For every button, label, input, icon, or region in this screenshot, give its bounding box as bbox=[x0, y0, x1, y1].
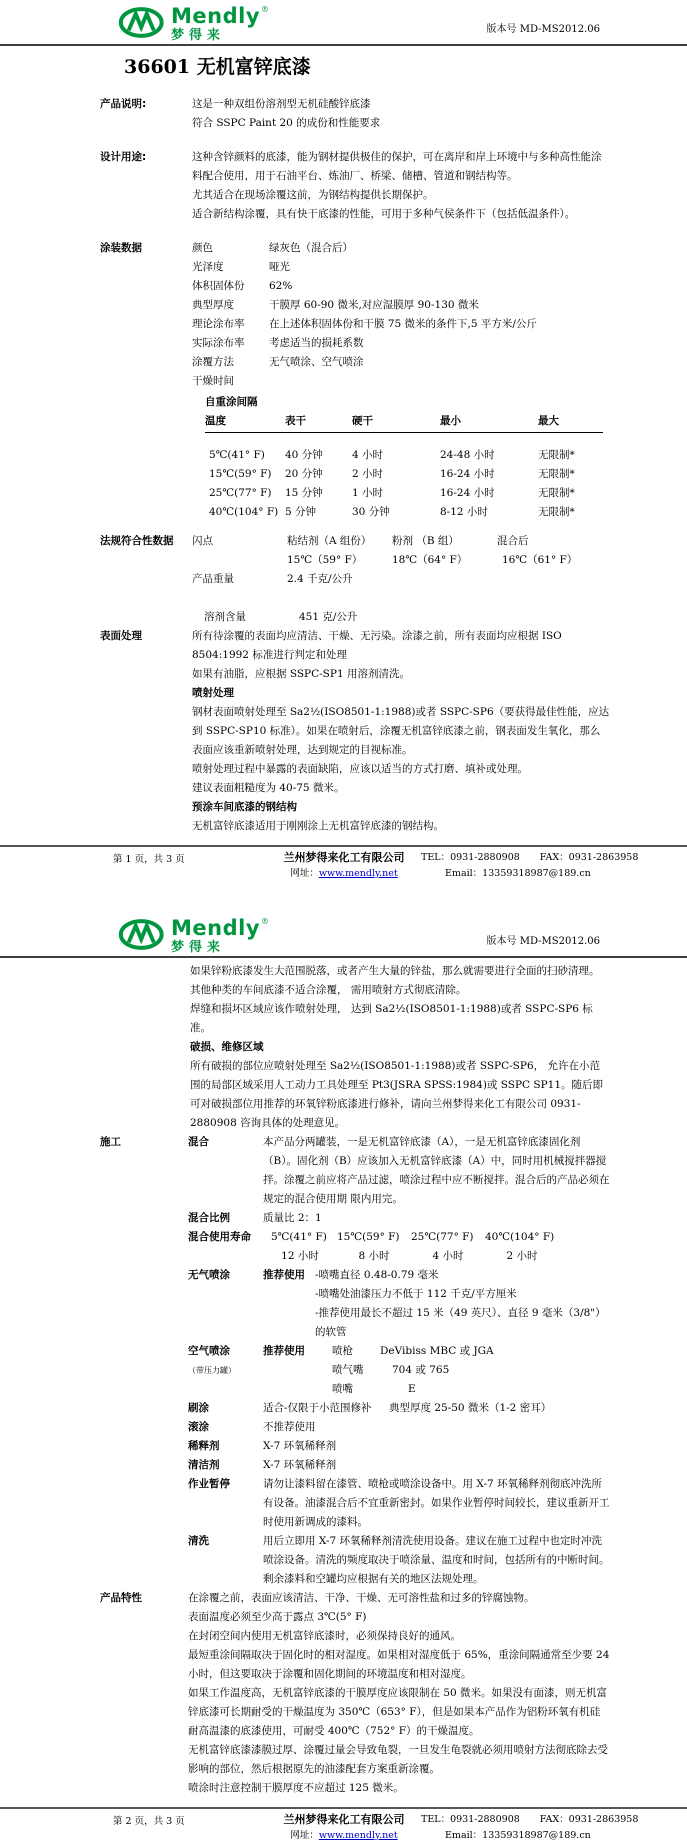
product-desc-line: 符合 SSPC Paint 20 的成份和性能要求 bbox=[192, 116, 381, 129]
gun-key: 喷嘴 bbox=[332, 1382, 353, 1395]
surface-prep-text: 钢材表面喷射处理至 Sa2½(ISO8501-1:1988)或者 SSPC-SP6（要获得最佳性能，应达到 SSPC-SP10 标准）。如果在喷射后，涂覆无机富锌底漆之前，钢表面发生氧化，那么表面应该重新喷射处理，达到规定的目视标准。 bbox=[192, 705, 610, 756]
page-2 bbox=[0, 912, 687, 1844]
header-rule bbox=[0, 44, 687, 46]
surface-prep-text: 建议表面粗糙度为 40-75 微米。 bbox=[192, 781, 345, 794]
cell: 2 小时 bbox=[352, 467, 384, 480]
feature-text: 如果工作温度高，无机富锌底漆的干膜厚度应该限制在 50 微米。如果没有面漆，则无机富锌底漆可长期耐受的干燥温度为 350℃（653° F），但是如果本产品作为铝粉环氧有机硅耐高温漆的底漆使用，可耐受 400℃（752° F）的干燥温度。 bbox=[188, 1686, 608, 1737]
pot-temp: 25℃(77° F) bbox=[411, 1230, 474, 1243]
section-coating-data bbox=[100, 239, 687, 391]
blast-prep-subhead: 喷射处理 bbox=[192, 686, 234, 699]
cell: 40 分钟 bbox=[285, 448, 323, 461]
gun-value: E bbox=[408, 1382, 416, 1395]
surface-prep-continued bbox=[190, 962, 604, 1133]
product-weight-row bbox=[192, 570, 652, 589]
flash-col: 粘结剂（A 组份） bbox=[287, 534, 372, 547]
mix-ratio-row bbox=[188, 1209, 610, 1228]
coating-value: 干膜厚 60-90 微米,对应湿膜厚 90-130 微米 bbox=[269, 298, 479, 311]
surface-prep-text: 所有破损的部位应喷射处理至 Sa2½(ISO8501-1:1988)或者 SSPC-SP6， 允许在小范围的局部区域采用人工动力工具处理至 Pt3(JSRA SPSS:1984)或 SSPC SP11。随后即可对破损部位用推荐的环氧锌粉底漆进行修补，请向兰州梦得来化工有限公司 0931-2880908 咨询具体的处理意见。 bbox=[190, 1059, 604, 1129]
coating-key: 颜色 bbox=[192, 241, 213, 254]
website-row bbox=[281, 866, 407, 882]
gun-row bbox=[332, 1361, 610, 1380]
thinner-value: X-7 环氧稀释剂 bbox=[263, 1439, 337, 1452]
mixing-row bbox=[188, 1133, 610, 1209]
thinner-row bbox=[188, 1437, 610, 1456]
table-row bbox=[205, 446, 603, 465]
company-name: 兰州梦得来化工有限公司 bbox=[283, 850, 405, 864]
coating-key: 典型厚度 bbox=[192, 298, 234, 311]
cell: 无限制* bbox=[538, 467, 575, 480]
pot-time: 12 小时 bbox=[281, 1249, 319, 1262]
feature-text: 无机富锌底漆漆膜过厚、涂覆过量会导致龟裂，一旦发生龟裂就必须用喷射方法彻底除去受影响的部位，然后根据原先的油漆配套方案重新涂覆。 bbox=[188, 1743, 608, 1775]
brand-name-cn: 梦得来 bbox=[171, 939, 226, 955]
website-label: 网址： bbox=[290, 1829, 319, 1841]
feature-text: 表面温度必须至少高于露点 3℃(5° F) bbox=[188, 1610, 367, 1623]
air-spray-row bbox=[188, 1342, 610, 1399]
coating-value: 62% bbox=[269, 279, 293, 292]
surface-prep-text: 如果锌粉底漆发生大范围脱落，或者产生大量的锌盐，那么就需要进行全面的扫砂清理。 bbox=[190, 964, 600, 977]
work-pause-text: 请勿让漆料留在漆管、喷枪或喷涂设备中。用 X-7 环氧稀释剂彻底冲洗所有设备。油漆混合后不宜重新密封。如果作业暂停时间较长，建议重新开工时使用新调成的漆料。 bbox=[263, 1477, 610, 1528]
section-label: 施工 bbox=[100, 1135, 121, 1148]
cleaner-row bbox=[188, 1456, 610, 1475]
version-label: 版本号 MD-MS2012.06 bbox=[486, 935, 600, 947]
section-label: 法规符合性数据 bbox=[100, 534, 174, 547]
brand-name-cn: 梦得来 bbox=[171, 28, 226, 43]
col-header: 最小 bbox=[440, 414, 461, 427]
flash-point-row bbox=[192, 532, 652, 551]
section-label: 涂装数据 bbox=[100, 241, 142, 254]
cleaning-row bbox=[188, 1532, 610, 1589]
section-label: 产品说明: bbox=[100, 97, 147, 110]
section-design-use bbox=[100, 148, 687, 224]
coating-key: 实际涂布率 bbox=[192, 336, 245, 349]
airless-spray-row bbox=[188, 1266, 610, 1342]
cell: 4 小时 bbox=[352, 448, 384, 461]
coating-value: 在上述体积固体份和干膜 75 微米的条件下,5 平方米/公斤 bbox=[269, 317, 537, 330]
airless-item: -喷嘴直径 0.48-0.79 毫米 bbox=[315, 1268, 439, 1281]
solvent-content-row bbox=[192, 608, 652, 627]
solvent-label: 溶剂含量 bbox=[204, 610, 246, 623]
work-pause-label: 作业暂停 bbox=[188, 1477, 230, 1490]
mix-ratio-value: 质量比 2：1 bbox=[263, 1211, 322, 1224]
col-header: 硬干 bbox=[352, 414, 373, 427]
cell: 16-24 小时 bbox=[440, 467, 495, 480]
pressure-pot-note: （带压力罐） bbox=[188, 1365, 236, 1375]
cell: 30 分钟 bbox=[352, 505, 390, 518]
cell: 20 分钟 bbox=[285, 467, 323, 480]
mix-ratio-label: 混合比例 bbox=[188, 1211, 230, 1224]
fax: FAX：0931-2863958 bbox=[539, 851, 639, 863]
coating-row bbox=[192, 315, 610, 334]
section-surface-prep bbox=[100, 627, 687, 836]
page2-footer bbox=[0, 1809, 687, 1844]
pot-time: 8 小时 bbox=[358, 1249, 390, 1262]
feature-text: 喷涂时注意控制干膜厚度不应超过 125 微米。 bbox=[188, 1781, 404, 1794]
cell: 40℃(104° F) bbox=[209, 505, 279, 518]
section-product-description bbox=[100, 95, 687, 133]
website-row bbox=[281, 1828, 407, 1844]
air-spray-label: 空气喷涂 （带压力罐） bbox=[188, 1342, 263, 1399]
gun-value: 704 或 765 bbox=[392, 1363, 450, 1376]
page-title: 36601 无机富锌底漆 bbox=[124, 56, 311, 78]
flash-point-values bbox=[192, 551, 652, 570]
page-number: 第 2 页，共 3 页 bbox=[113, 1815, 185, 1827]
cell: 5℃(41° F) bbox=[209, 448, 265, 461]
coating-row bbox=[192, 239, 610, 258]
coating-row bbox=[192, 296, 610, 315]
coating-value bbox=[269, 372, 610, 391]
product-desc-line: 这是一种双组份溶剂型无机硅酸锌底漆 bbox=[192, 97, 371, 110]
surface-prep-text: 焊缝和损坏区域应该作喷射处理， 达到 Sa2½(ISO8501-1:1988)或者 SSPC-SP6 标准。 bbox=[190, 1002, 593, 1034]
coating-row bbox=[192, 372, 610, 391]
airless-item: -推荐使用最长不超过 15 米（49 英尺）、直径 9 毫米（3/8"）的软管 bbox=[315, 1306, 606, 1338]
gun-value: DeVibiss MBC 或 JGA bbox=[380, 1344, 494, 1357]
brush-thickness: 典型厚度 25-50 微米（1-2 密耳） bbox=[389, 1401, 552, 1414]
coating-row bbox=[192, 277, 610, 296]
flash-col: 混合后 bbox=[497, 534, 529, 547]
registered-mark-icon: ® bbox=[261, 916, 270, 926]
header-rule bbox=[0, 956, 687, 958]
page1-header bbox=[0, 0, 687, 44]
page2-header bbox=[0, 912, 687, 956]
cell: 无限制* bbox=[538, 486, 575, 499]
pot-temp: 40℃(104° F) bbox=[485, 1230, 555, 1243]
flash-value: 16℃（61° F） bbox=[502, 553, 578, 566]
cleaner-label: 清洁剂 bbox=[188, 1458, 220, 1471]
cell: 24-48 小时 bbox=[440, 448, 495, 461]
feature-text: 最短重涂间隔取决于固化时的相对湿度。如果相对湿度低于 65%，重涂间隔通常至少要 24 小时，但这要取决于涂覆和固化期间的环境温度和相对湿度。 bbox=[188, 1648, 610, 1680]
flash-value: 15℃（59° F） bbox=[287, 553, 363, 566]
tel: TEL：0931-2880908 bbox=[421, 1813, 520, 1825]
section-application bbox=[100, 1133, 687, 1589]
coating-row bbox=[192, 334, 610, 353]
website-link[interactable]: www.mendly.net bbox=[318, 1829, 398, 1841]
cell: 15℃(59° F) bbox=[209, 467, 272, 480]
col-header: 表干 bbox=[285, 414, 306, 427]
coating-value: 无气喷涂、空气喷涂 bbox=[269, 355, 364, 368]
pot-life-label: 混合使用寿命 bbox=[188, 1230, 251, 1243]
roller-value: 不推荐使用 bbox=[263, 1420, 316, 1433]
surface-prep-text: 如果有油脂，应根据 SSPC-SP1 用溶剂清洗。 bbox=[192, 667, 410, 680]
design-use-line: 适合新结构涂覆，具有快干底漆的性能，可用于多种气侯条件下（包括低温条件）。 bbox=[192, 207, 576, 220]
coating-value: 考虑适当的损耗系数 bbox=[269, 336, 364, 349]
section-label: 表面处理 bbox=[100, 629, 142, 642]
cleaner-value: X-7 环氧稀释剂 bbox=[263, 1458, 337, 1471]
coating-row bbox=[192, 258, 610, 277]
mendly-logo bbox=[118, 6, 269, 42]
recommended-label: 推荐使用 bbox=[263, 1268, 305, 1281]
airless-spray-label: 无气喷涂 bbox=[188, 1268, 230, 1281]
design-use-line: 这种含锌颜料的底漆，能为钢材提供极佳的保护，可在离岸和岸上环境中与多种高性能涂料配合使用，用于石油平台、炼油厂、桥梁、储槽、管道和钢结构等。 bbox=[192, 150, 602, 182]
cell: 5 分钟 bbox=[285, 505, 317, 518]
pot-life-times bbox=[263, 1247, 610, 1266]
gun-row bbox=[332, 1342, 610, 1361]
drying-time-table bbox=[205, 393, 603, 522]
pot-life-temps bbox=[263, 1228, 610, 1247]
website-link[interactable]: www.mendly.net bbox=[318, 867, 398, 879]
page1-footer bbox=[0, 847, 687, 882]
shop-primer-subhead: 预涂车间底漆的钢结构 bbox=[192, 800, 297, 813]
mixing-label: 混合 bbox=[188, 1135, 209, 1148]
surface-prep-text: 其他种类的车间底漆不适合涂覆， 需用喷射方式彻底清除。 bbox=[190, 983, 467, 996]
coating-key: 光泽度 bbox=[192, 260, 224, 273]
table-row bbox=[205, 484, 603, 503]
logo-text bbox=[171, 915, 270, 955]
mixing-text: 本产品分两罐装，一是无机富锌底漆（A），一是无机富锌底漆固化剂（B）。固化剂（B）应该加入无机富锌底漆（A）中，同时用机械搅拌器搅拌。涂覆之前应将产品过滤，喷涂过程中应不断搅拌。混合后的产品必须在规定的混合使用期 限内用完。 bbox=[263, 1135, 610, 1205]
website-label: 网址： bbox=[290, 867, 319, 879]
cell: 25℃(77° F) bbox=[209, 486, 272, 499]
fax: FAX：0931-2863958 bbox=[539, 1813, 639, 1825]
feature-text: 在封闭空间内使用无机富锌底漆时，必须保持良好的通风。 bbox=[188, 1629, 461, 1642]
page-1 bbox=[0, 0, 687, 882]
coating-key: 理论涂布率 bbox=[192, 317, 245, 330]
coating-value: 哑光 bbox=[269, 260, 290, 273]
flash-value: 18℃（64° F） bbox=[392, 553, 468, 566]
flash-point-label: 闪点 bbox=[192, 534, 213, 547]
pot-life-row bbox=[188, 1228, 610, 1266]
email: Email：13359318987@189.cn bbox=[445, 867, 591, 879]
coating-row bbox=[192, 353, 610, 372]
registered-mark-icon: ® bbox=[261, 5, 270, 14]
drying-table-header bbox=[205, 412, 603, 433]
pot-time: 2 小时 bbox=[506, 1249, 538, 1262]
surface-prep-text: 所有待涂覆的表面均应清洁、干燥、无污染。涂漆之前，所有表面均应根据 ISO 8504:1992 标准进行判定和处理 bbox=[192, 629, 562, 661]
cell: 15 分钟 bbox=[285, 486, 323, 499]
col-header: 温度 bbox=[205, 414, 226, 427]
cleaning-label: 清洗 bbox=[188, 1534, 209, 1547]
table-row bbox=[205, 465, 603, 484]
roller-row bbox=[188, 1418, 610, 1437]
logo-text bbox=[171, 6, 269, 42]
coating-key: 涂覆方法 bbox=[192, 355, 234, 368]
section-label: 产品特性 bbox=[100, 1591, 142, 1604]
email: Email：13359318987@189.cn bbox=[445, 1829, 591, 1841]
mendly-logo-icon bbox=[118, 918, 166, 951]
mendly-logo-icon bbox=[118, 6, 166, 39]
cell: 无限制* bbox=[538, 505, 575, 518]
brush-value: 适合-仅限于小范围修补 bbox=[263, 1401, 372, 1414]
cell: 16-24 小时 bbox=[440, 486, 495, 499]
weight-value: 2.4 千克/公升 bbox=[287, 572, 353, 585]
pot-temp: 15℃(59° F) bbox=[337, 1230, 400, 1243]
gun-key: 喷气嘴 bbox=[332, 1363, 364, 1376]
coating-key: 干燥时间 bbox=[192, 374, 234, 387]
cell: 8-12 小时 bbox=[440, 505, 488, 518]
surface-prep-text: 无机富锌底漆适用于刚刚涂上无机富锌底漆的钢结构。 bbox=[192, 819, 444, 832]
work-pause-row bbox=[188, 1475, 610, 1532]
cell: 无限制* bbox=[538, 448, 575, 461]
version-label: 版本号 MD-MS2012.06 bbox=[486, 24, 600, 35]
pot-temp: 5℃(41° F) bbox=[271, 1230, 327, 1243]
cell: 1 小时 bbox=[352, 486, 384, 499]
brush-row bbox=[188, 1399, 610, 1418]
col-header: 最大 bbox=[538, 414, 559, 427]
recoat-interval-group-header: 自重涂间隔 bbox=[205, 395, 258, 408]
solvent-value: 451 克/公升 bbox=[299, 610, 358, 623]
brush-label: 刷涂 bbox=[188, 1401, 209, 1414]
feature-text: 在涂覆之前，表面应该清洁、干净、干燥、无可溶性盐和过多的锌腐蚀物。 bbox=[188, 1591, 535, 1604]
design-use-line: 尤其适合在现场涂覆这前，为钢结构提供长期保护。 bbox=[192, 188, 434, 201]
page-number: 第 1 页，共 3 页 bbox=[113, 853, 185, 865]
coating-key: 体积固体份 bbox=[192, 279, 245, 292]
surface-prep-text: 喷射处理过程中暴露的表面缺陷，应该以适当的方式打磨、填补或处理。 bbox=[192, 762, 528, 775]
section-features bbox=[100, 1589, 687, 1798]
brand-name: Mendly bbox=[171, 915, 261, 940]
cleaning-text: 用后立即用 X-7 环氧稀释剂清洗使用设备。建议在施工过程中也定时冲洗喷涂设备。清洗的频度取决于喷涂量、温度和时间，包括所有的中断时间。剩余漆料和空罐均应根据有关的地区法规处理。 bbox=[263, 1534, 610, 1585]
damage-repair-subhead: 破损、维修区域 bbox=[190, 1040, 264, 1053]
company-name: 兰州梦得来化工有限公司 bbox=[283, 1812, 405, 1826]
table-row bbox=[205, 503, 603, 522]
weight-label: 产品重量 bbox=[192, 572, 234, 585]
roller-label: 滚涂 bbox=[188, 1420, 209, 1433]
gun-key: 喷枪 bbox=[332, 1344, 353, 1357]
gun-row bbox=[332, 1380, 610, 1399]
tel: TEL：0931-2880908 bbox=[421, 851, 520, 863]
flash-col: 粉剂 （B 组） bbox=[392, 534, 459, 547]
recommended-label: 推荐使用 bbox=[263, 1344, 305, 1357]
thinner-label: 稀释剂 bbox=[188, 1439, 220, 1452]
coating-value: 绿灰色（混合后） bbox=[269, 241, 353, 254]
section-label: 设计用途: bbox=[100, 150, 147, 163]
pot-time: 4 小时 bbox=[432, 1249, 464, 1262]
section-regulatory bbox=[100, 532, 687, 627]
airless-item: -喷嘴处油漆压力不低于 112 千克/平方厘米 bbox=[315, 1287, 517, 1300]
brand-name: Mendly bbox=[171, 4, 261, 28]
mendly-logo bbox=[118, 915, 270, 955]
